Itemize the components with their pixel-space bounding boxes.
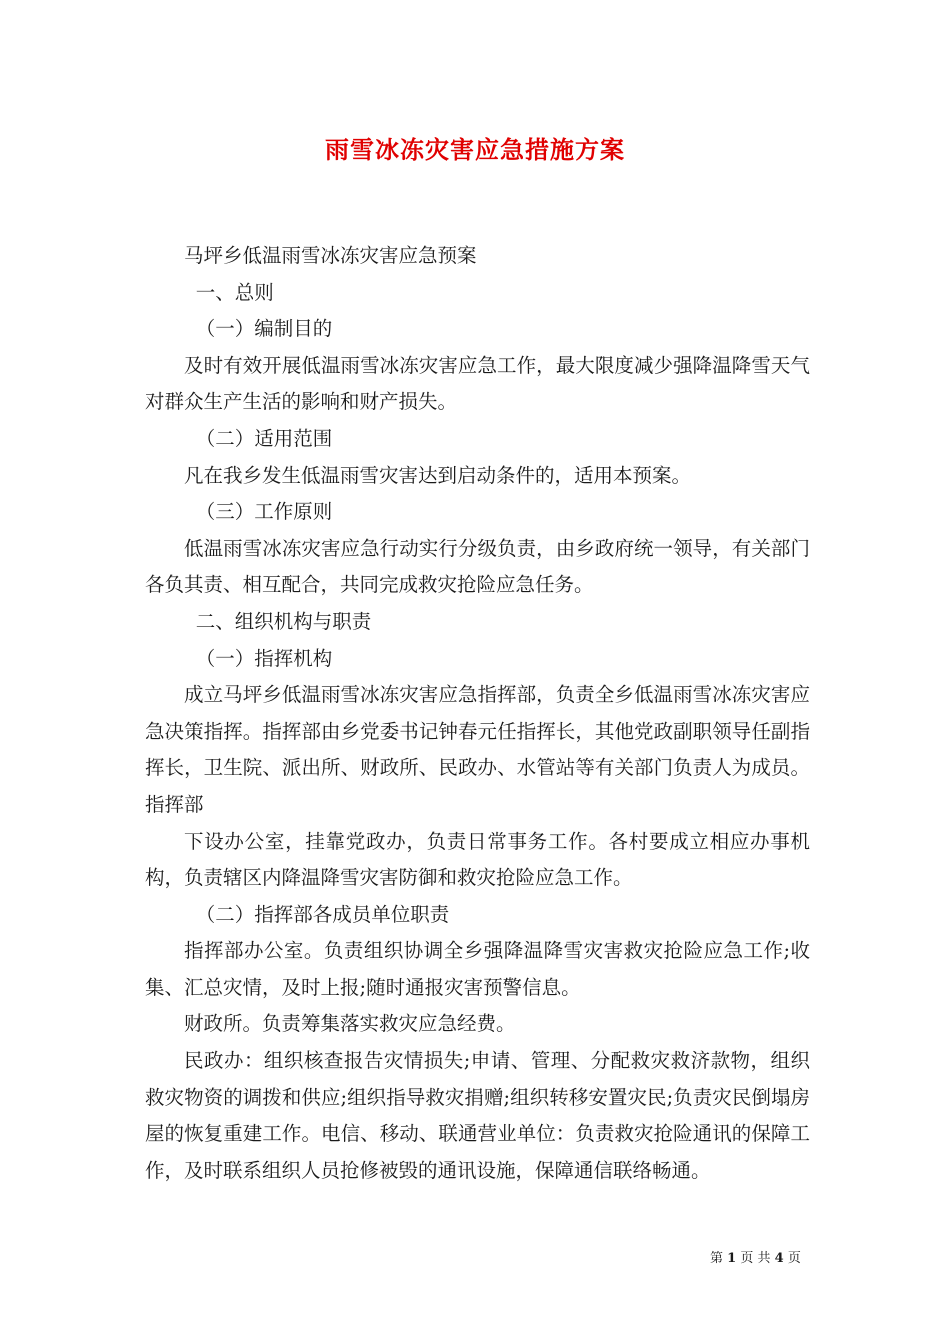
paragraph-scope: 凡在我乡发生低温雨雪灾害达到启动条件的，适用本预案。 — [184, 463, 692, 487]
footer-suffix: 页 — [787, 1251, 801, 1266]
subheading-purpose: （一）编制目的 — [195, 317, 333, 341]
paragraph-duty-civil-affairs: 民政办：组织核查报告灾情损失;申请、管理、分配救灾救济款物，组织救灾物资的调拨和供应;组织指导救灾捐赠;组织转移安置灾民;负责灾民倒塌房屋的恢复重建工作。电信、移动、联通营业单位：负责救灾抢险通讯的保障工作，及时联系组织人员抢修被毁的通讯设施，保障通信联络畅通。 — [145, 1049, 810, 1182]
document-title: 雨雪冰冻灾害应急措施方案 — [325, 135, 625, 164]
page-footer — [710, 1247, 810, 1266]
paragraph-duty-finance: 财政所。负责筹集落实救灾应急经费。 — [184, 1012, 516, 1036]
heading-general: 一、总则 — [195, 280, 274, 304]
document-body — [145, 238, 810, 1189]
footer-middle: 页 共 — [740, 1251, 771, 1266]
footer-prefix: 第 — [710, 1251, 724, 1266]
footer-total-pages: 4 — [774, 1251, 784, 1266]
paragraph-plan-name: 马坪乡低温雨雪冰冻灾害应急预案 — [184, 244, 477, 267]
subheading-principles: （三）工作原则 — [195, 500, 333, 524]
paragraph-duty-office: 指挥部办公室。负责组织协调全乡强降温降雪灾害救灾抢险应急工作;收集、汇总灾情，及时上报;随时通报灾害预警信息。 — [145, 939, 810, 999]
paragraph-command: 成立马坪乡低温雨雪冰冻灾害应急指挥部，负责全乡低温雨雪冰冻灾害应急决策指挥。指挥部由乡党委书记钟春元任指挥长，其他党政副职领导任副指挥长，卫生院、派出所、财政所、民政办、水管站等有关部门负责人为成员。指挥部 — [145, 683, 810, 816]
paragraph-office: 下设办公室，挂靠党政办，负责日常事务工作。各村要成立相应办事机构，负责辖区内降温降雪灾害防御和救灾抢险应急工作。 — [145, 829, 810, 890]
subheading-command: （一）指挥机构 — [195, 646, 333, 670]
footer-page-number: 1 — [727, 1251, 737, 1266]
paragraph-purpose: 及时有效开展低温雨雪冰冻灾害应急工作，最大限度减少强降温降雪天气对群众生产生活的影响和财产损失。 — [145, 353, 810, 414]
paragraph-principles: 低温雨雪冰冻灾害应急行动实行分级负责，由乡政府统一领导，有关部门各负其责、相互配合，共同完成救灾抢险应急任务。 — [145, 536, 810, 597]
heading-organization: 二、组织机构与职责 — [195, 609, 372, 633]
subheading-duties: （二）指挥部各成员单位职责 — [195, 902, 450, 926]
subheading-scope: （二）适用范围 — [195, 426, 333, 450]
